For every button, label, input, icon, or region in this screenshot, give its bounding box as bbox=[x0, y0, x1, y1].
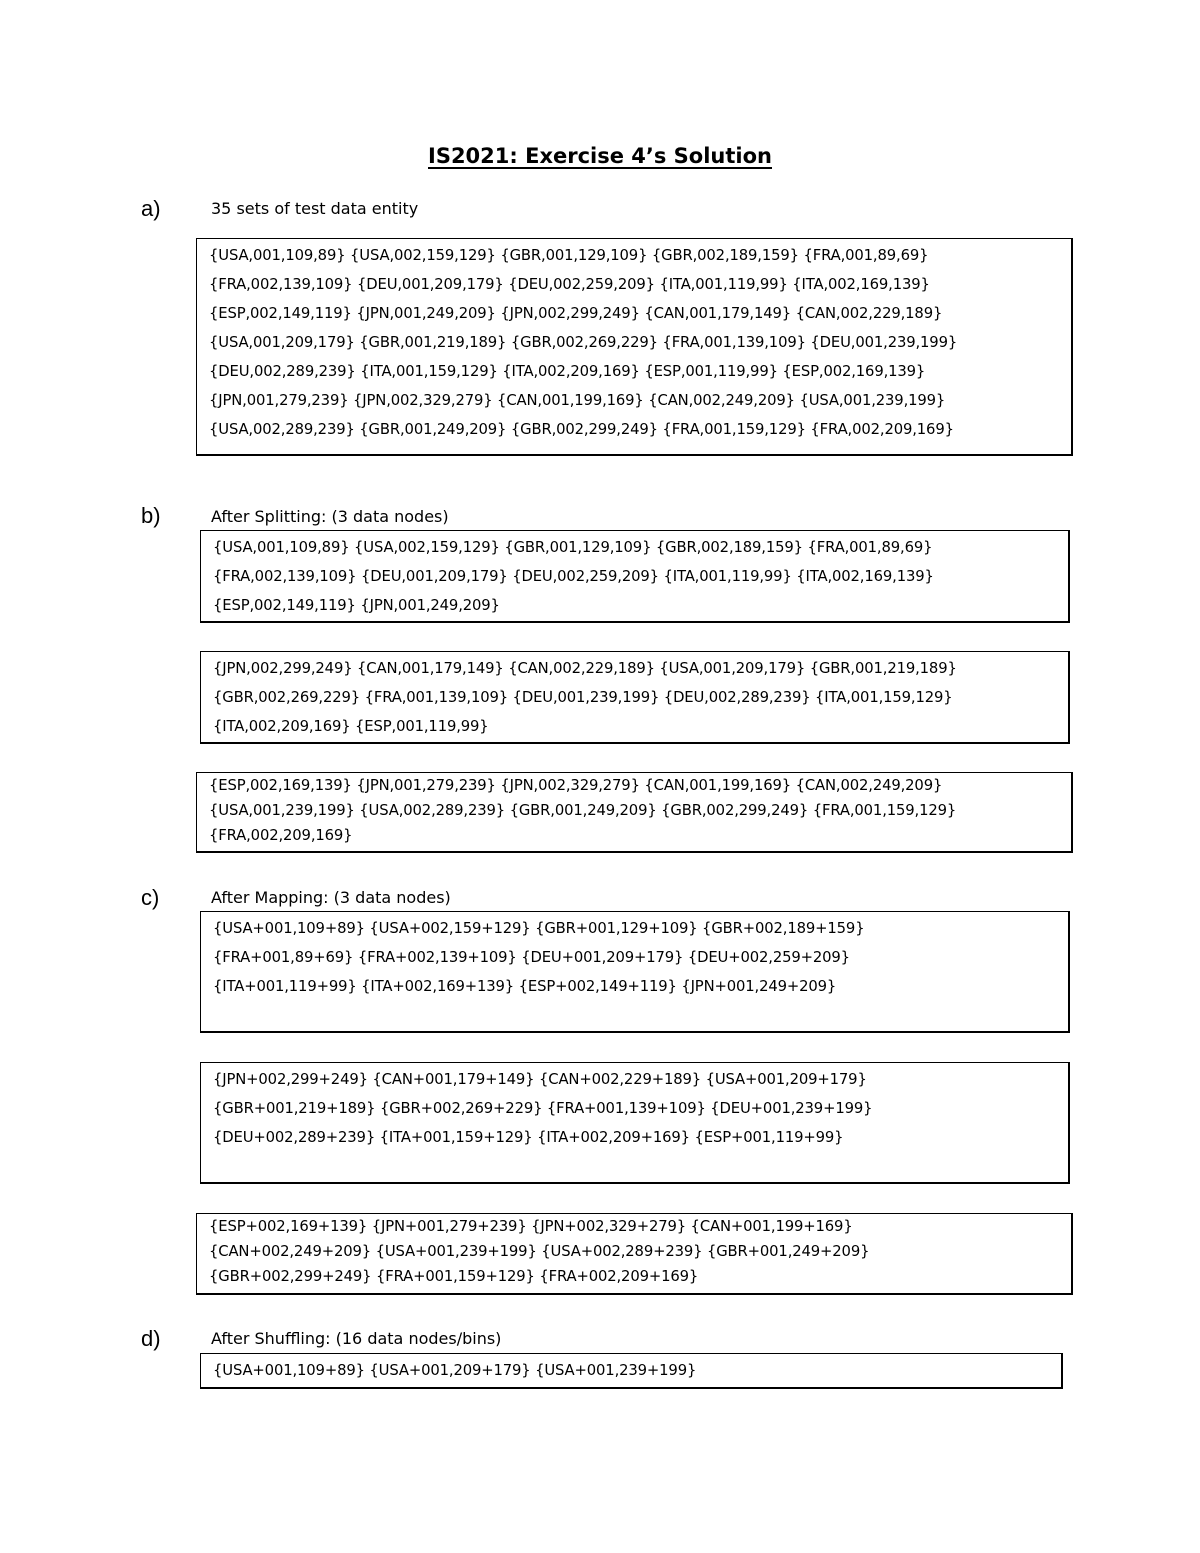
data-line: {GBR+001,219+189} {GBR+002,269+229} {FRA+001,139+109} {DEU+001,239+199} bbox=[213, 1100, 873, 1117]
shuffle-bin-box bbox=[200, 1353, 1063, 1389]
data-line: {DEU+002,289+239} {ITA+001,159+129} {ITA+002,209+169} {ESP+001,119+99} bbox=[213, 1129, 844, 1146]
section-d-heading: After Shuffling: (16 data nodes/bins) bbox=[211, 1329, 502, 1348]
section-b-letter: b) bbox=[141, 503, 161, 528]
map-node-3-box bbox=[196, 1213, 1073, 1295]
data-line: {USA,001,209,179} {GBR,001,219,189} {GBR,002,269,229} {FRA,001,139,109} {DEU,001,239,199} bbox=[209, 334, 958, 351]
section-d-letter: d) bbox=[141, 1326, 161, 1351]
section-c-letter: c) bbox=[141, 885, 160, 910]
section-c-heading: After Mapping: (3 data nodes) bbox=[211, 888, 451, 907]
data-line: {ITA,002,209,169} {ESP,001,119,99} bbox=[213, 718, 489, 735]
map-node-2-box bbox=[200, 1062, 1070, 1184]
data-line: {GBR,002,269,229} {FRA,001,139,109} {DEU,001,239,199} {DEU,002,289,239} {ITA,001,159,129} bbox=[213, 689, 953, 706]
data-line: {ESP,002,149,119} {JPN,001,249,209} bbox=[213, 597, 500, 614]
data-line: {USA,001,109,89} {USA,002,159,129} {GBR,001,129,109} {GBR,002,189,159} {FRA,001,89,69} bbox=[209, 247, 929, 264]
split-node-2-box bbox=[200, 651, 1070, 744]
data-line: {ITA+001,119+99} {ITA+002,169+139} {ESP+002,149+119} {JPN+001,249+209} bbox=[213, 978, 837, 995]
map-node-1-box bbox=[200, 911, 1070, 1033]
data-line: {FRA,002,209,169} bbox=[209, 827, 353, 844]
split-node-3-box bbox=[196, 772, 1073, 853]
data-line: {ESP,002,169,139} {JPN,001,279,239} {JPN,002,329,279} {CAN,001,199,169} {CAN,002,249,209} bbox=[209, 777, 943, 794]
data-line: {FRA+001,89+69} {FRA+002,139+109} {DEU+001,209+179} {DEU+002,259+209} bbox=[213, 949, 850, 966]
data-line: {USA,002,289,239} {GBR,001,249,209} {GBR,002,299,249} {FRA,001,159,129} {FRA,002,209,169} bbox=[209, 421, 954, 438]
data-line: {JPN,002,299,249} {CAN,001,179,149} {CAN,002,229,189} {USA,001,209,179} {GBR,001,219,189} bbox=[213, 660, 957, 677]
data-line: {JPN+002,299+249} {CAN+001,179+149} {CAN+002,229+189} {USA+001,209+179} bbox=[213, 1071, 867, 1088]
split-node-1-box bbox=[200, 530, 1070, 623]
data-line: {CAN+002,249+209} {USA+001,239+199} {USA+002,289+239} {GBR+001,249+209} bbox=[209, 1243, 870, 1260]
data-line: {ESP+002,169+139} {JPN+001,279+239} {JPN+002,329+279} {CAN+001,199+169} bbox=[209, 1218, 853, 1235]
data-line: {USA+001,109+89} {USA+001,209+179} {USA+001,239+199} bbox=[213, 1362, 697, 1379]
section-a-letter: a) bbox=[141, 196, 161, 221]
page-title: IS2021: Exercise 4’s Solution bbox=[428, 144, 772, 168]
data-line: {ESP,002,149,119} {JPN,001,249,209} {JPN,002,299,249} {CAN,001,179,149} {CAN,002,229,189} bbox=[209, 305, 943, 322]
data-line: {USA,001,239,199} {USA,002,289,239} {GBR,001,249,209} {GBR,002,299,249} {FRA,001,159,129} bbox=[209, 802, 957, 819]
data-line: {USA,001,109,89} {USA,002,159,129} {GBR,001,129,109} {GBR,002,189,159} {FRA,001,89,69} bbox=[213, 539, 933, 556]
section-a-heading: 35 sets of test data entity bbox=[211, 199, 419, 218]
data-line: {GBR+002,299+249} {FRA+001,159+129} {FRA+002,209+169} bbox=[209, 1268, 699, 1285]
data-line: {USA+001,109+89} {USA+002,159+129} {GBR+001,129+109} {GBR+002,189+159} bbox=[213, 920, 865, 937]
section-b-heading: After Splitting: (3 data nodes) bbox=[211, 507, 449, 526]
data-line: {DEU,002,289,239} {ITA,001,159,129} {ITA,002,209,169} {ESP,001,119,99} {ESP,002,169,139} bbox=[209, 363, 926, 380]
data-line: {FRA,002,139,109} {DEU,001,209,179} {DEU,002,259,209} {ITA,001,119,99} {ITA,002,169,139} bbox=[209, 276, 930, 293]
data-line: {FRA,002,139,109} {DEU,001,209,179} {DEU,002,259,209} {ITA,001,119,99} {ITA,002,169,139} bbox=[213, 568, 934, 585]
data-line: {JPN,001,279,239} {JPN,002,329,279} {CAN,001,199,169} {CAN,002,249,209} {USA,001,239,199} bbox=[209, 392, 946, 409]
test-data-box bbox=[196, 238, 1073, 456]
